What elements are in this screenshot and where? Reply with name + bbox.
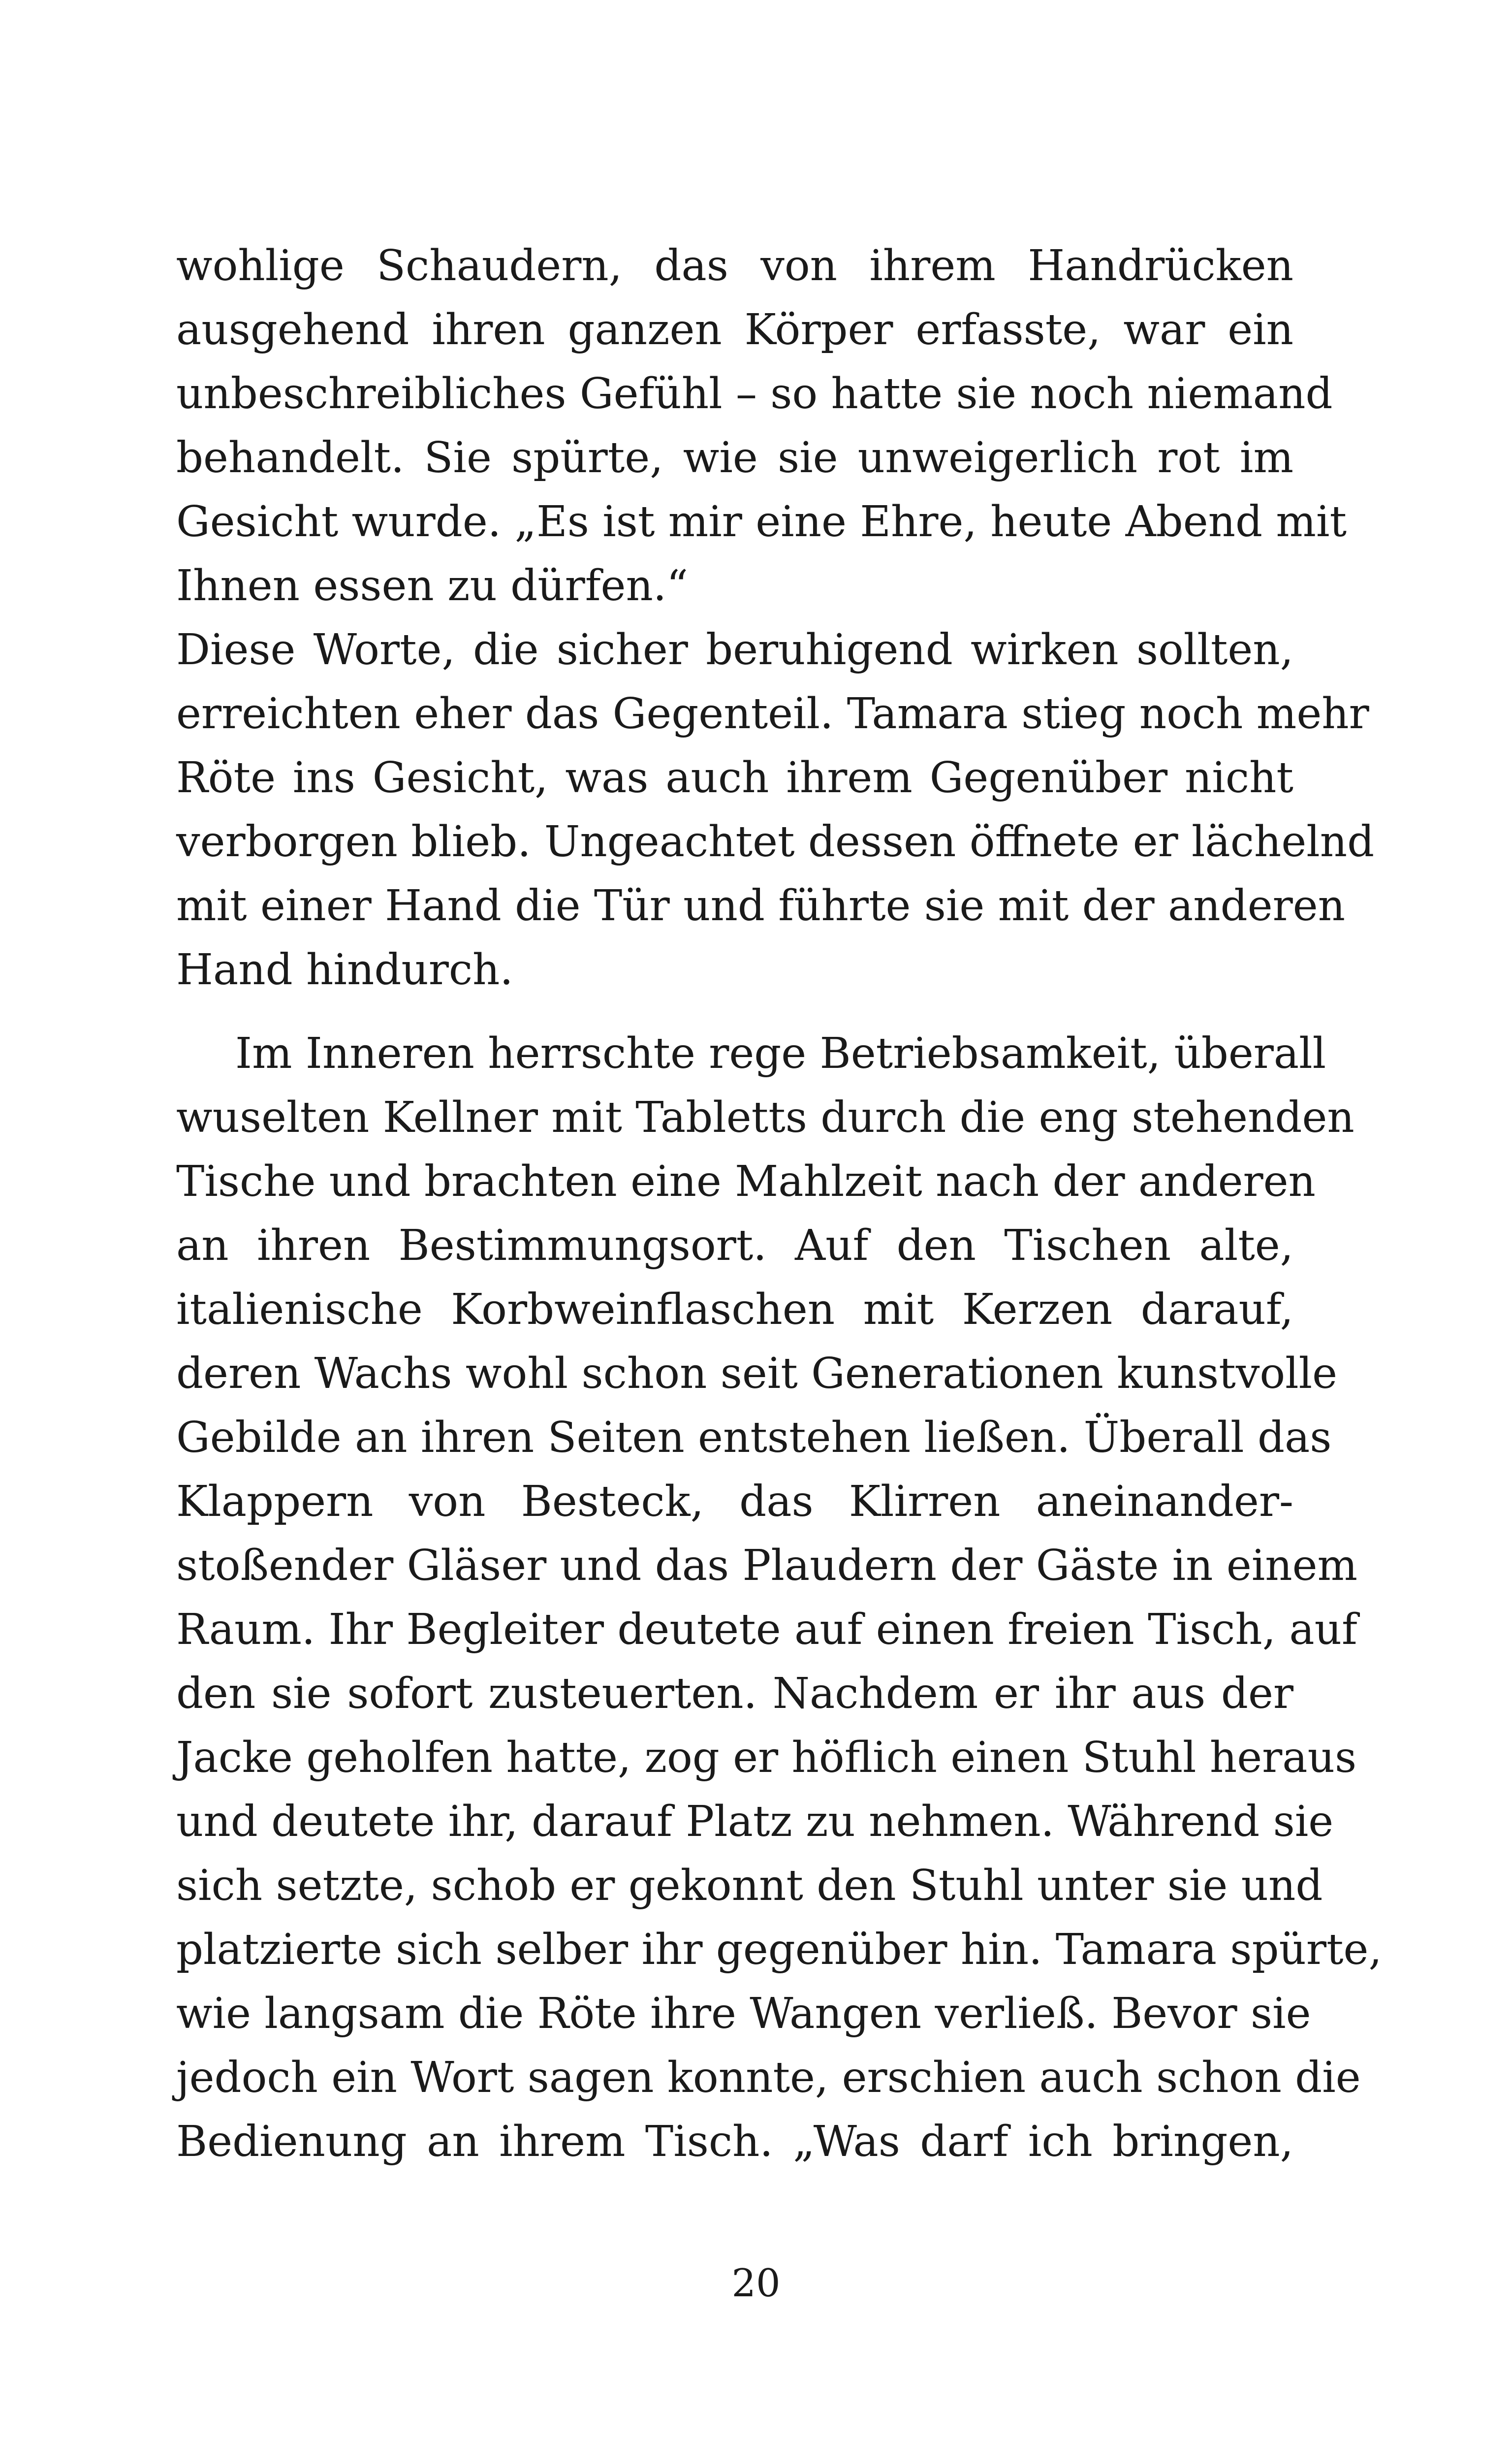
text-line: wuselten Kellner mit Tabletts durch die eng stehenden <box>176 1093 1354 1142</box>
text-line: Hand hindurch. <box>176 945 513 995</box>
text-line: erreichten eher das Gegenteil. Tamara stieg noch mehr <box>176 689 1369 739</box>
text-line: Tische und brachten eine Mahlzeit nach der anderen <box>176 1157 1316 1206</box>
paragraph <box>176 234 1347 618</box>
text-line: jedoch ein Wort sagen konnte, erschien auch schon die <box>176 2053 1361 2102</box>
text-line: Jacke geholfen hatte, zog er höflich einen Stuhl heraus <box>176 1733 1357 1782</box>
text-line: sich setzte, schob er gekonnt den Stuhl unter sie und <box>176 1861 1323 1910</box>
text-line: mit einer Hand die Tür und führte sie mit der anderen <box>176 881 1345 931</box>
page-number: 20 <box>731 2261 781 2306</box>
text-line: Raum. Ihr Begleiter deutete auf einen freien Tisch, auf <box>176 1605 1357 1654</box>
paragraph <box>176 618 1375 1002</box>
text-line: unbeschreibliches Gefühl – so hatte sie noch niemand <box>176 369 1333 418</box>
text-line: ausgehend ihren ganzen Körper erfasste, war ein <box>176 305 1293 354</box>
text-line: Ihnen essen zu dürfen.“ <box>176 561 689 611</box>
text-line: platzierte sich selber ihr gegenüber hin. Tamara spürte, <box>176 1925 1382 1974</box>
text-line: stoßender Gläser und das Plaudern der Gäste in einem <box>176 1541 1358 1590</box>
text-line: wohlige Schaudern, das von ihrem Handrücken <box>176 241 1293 290</box>
text-line: behandelt. Sie spürte, wie sie unweigerlich rot im <box>176 433 1293 482</box>
text-line: verborgen blieb. Ungeachtet dessen öffnete er lächelnd <box>176 817 1375 867</box>
paragraph <box>176 1022 1382 2174</box>
text-line: wie langsam die Röte ihre Wangen verließ. Bevor sie <box>176 1989 1311 2038</box>
text-line: Röte ins Gesicht, was auch ihrem Gegenüber nicht <box>176 753 1293 803</box>
text-line: den sie sofort zusteuerten. Nachdem er ihr aus der <box>176 1669 1293 1718</box>
text-line: Bedienung an ihrem Tisch. „Was darf ich bringen, <box>176 2117 1293 2166</box>
text-line: deren Wachs wohl schon seit Generationen kunstvolle <box>176 1349 1338 1398</box>
text-line: Gesicht wurde. „Es ist mir eine Ehre, heute Abend mit <box>176 497 1347 546</box>
text-line: Klappern von Besteck, das Klirren aneinander- <box>176 1477 1293 1526</box>
text-line: Gebilde an ihren Seiten entstehen ließen. Überall das <box>176 1413 1332 1462</box>
page-body <box>176 234 1382 2174</box>
text-line: Diese Worte, die sicher beruhigend wirken sollten, <box>176 625 1293 675</box>
text-line: und deutete ihr, darauf Platz zu nehmen. Während sie <box>176 1797 1334 1846</box>
text-line: italienische Korbweinflaschen mit Kerzen darauf, <box>176 1285 1293 1334</box>
paragraph-gap <box>176 1002 1293 1022</box>
text-line: an ihren Bestimmungsort. Auf den Tischen alte, <box>176 1221 1293 1270</box>
text-line: Im Inneren herrschte rege Betriebsamkeit, überall <box>235 1029 1326 1078</box>
